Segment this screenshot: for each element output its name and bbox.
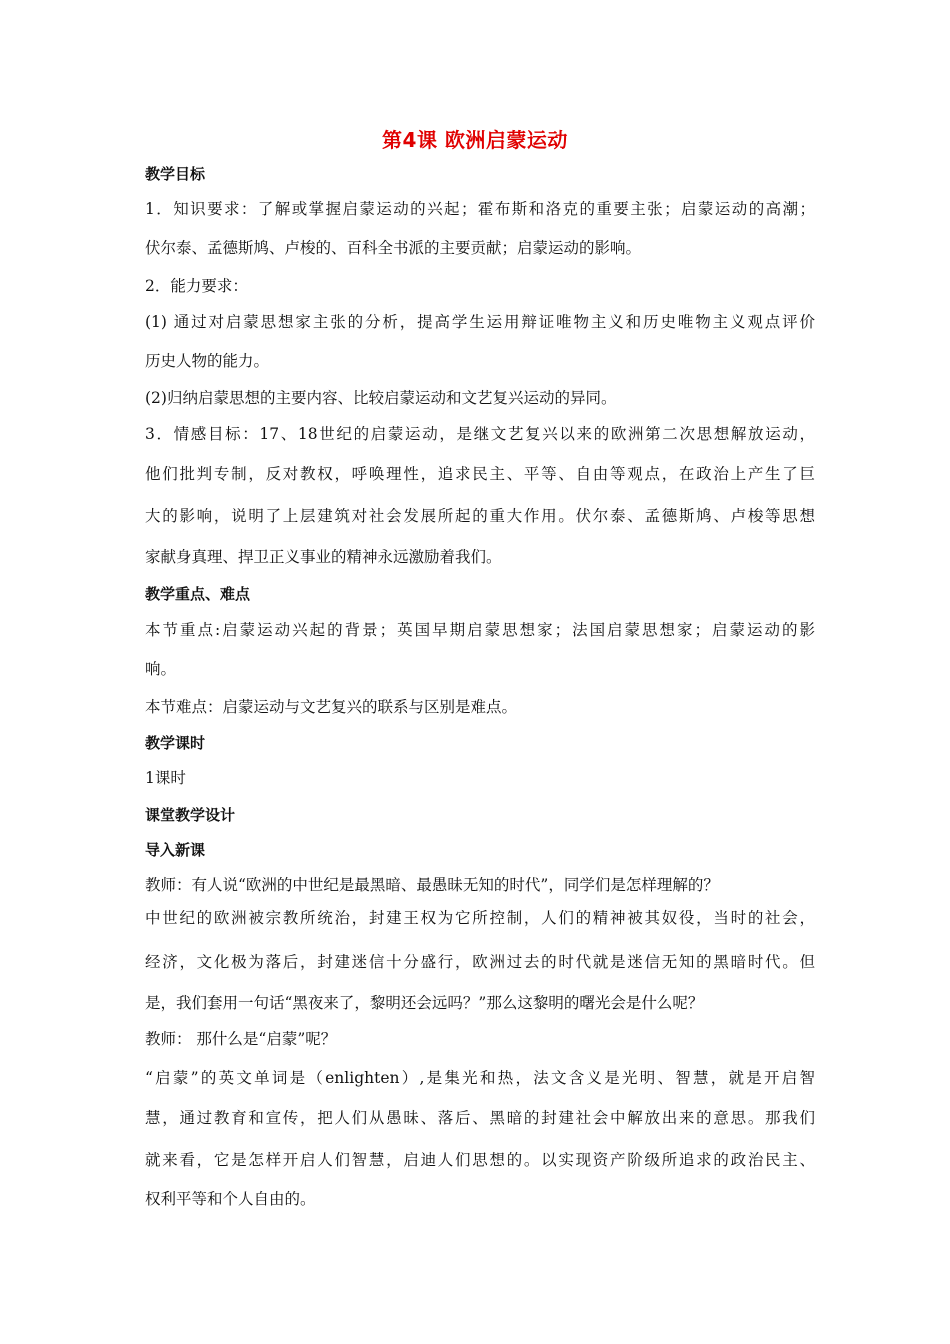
text-line: 是，我们套用一句话“黑夜来了，黎明还会远吗？”那么这黎明的曙光会是什么呢？ xyxy=(145,994,704,1012)
text-line: 本节重点:启蒙运动兴起的背景；英国早期启蒙思想家；法国启蒙思想家；启蒙运动的影 xyxy=(145,621,815,639)
heading-teaching-objectives: 教学目标 xyxy=(145,165,206,183)
text-line: 教师： 那什么是“启蒙”呢？ xyxy=(145,1030,337,1048)
text-line: 权利平等和个人自由的。 xyxy=(145,1190,316,1208)
text-line: 响。 xyxy=(145,660,177,678)
lesson-title: 第4课 欧洲启蒙运动 xyxy=(382,128,568,152)
text-line: 1．知识要求：了解或掌握启蒙运动的兴起；霍布斯和洛克的重要主张；启蒙运动的高潮； xyxy=(145,200,815,218)
text-line: 就来看，它是怎样开启人们智慧，启迪人们思想的。以实现资产阶级所追求的政治民主、 xyxy=(145,1151,815,1169)
heading-key-points: 教学重点、难点 xyxy=(145,585,251,603)
text-line: 慧，通过教育和宣传，把人们从愚昧、落后、黑暗的封建社会中解放出来的意思。那我们 xyxy=(145,1109,815,1127)
text-line: (1) 通过对启蒙思想家主张的分析，提高学生运用辩证唯物主义和历史唯物主义观点评价 xyxy=(145,313,815,331)
text-line: 中世纪的欧洲被宗教所统治，封建王权为它所控制，人们的精神被其奴役，当时的社会， xyxy=(145,909,815,927)
text-line: (2)归纳启蒙思想的主要内容、比较启蒙运动和文艺复兴运动的异同。 xyxy=(145,389,617,407)
text-line: 1课时 xyxy=(145,769,186,787)
text-line: 本节难点：启蒙运动与文艺复兴的联系与区别是难点。 xyxy=(145,698,518,716)
heading-introduction: 导入新课 xyxy=(145,841,206,859)
text-line: 3．情感目标：17、18世纪的启蒙运动，是继文艺复兴以来的欧洲第二次思想解放运动， xyxy=(145,425,815,443)
text-line: 教师：有人说“欧洲的中世纪是最黑暗、最愚昧无知的时代”，同学们是怎样理解的？ xyxy=(145,876,719,894)
text-line: “启蒙”的英文单词是（enlighten）,是集光和热，法文含义是光明、智慧，就是开启智 xyxy=(145,1069,815,1087)
text-line: 2．能力要求： xyxy=(145,277,248,295)
heading-class-hours: 教学课时 xyxy=(145,734,206,752)
text-line: 家献身真理、捍卫正义事业的精神永远激励着我们。 xyxy=(145,548,502,566)
text-line: 经济，文化极为落后，封建迷信十分盛行，欧洲过去的时代就是迷信无知的黑暗时代。但 xyxy=(145,953,815,971)
text-line: 历史人物的能力。 xyxy=(145,352,270,370)
heading-class-design: 课堂教学设计 xyxy=(145,806,236,824)
text-line: 伏尔泰、孟德斯鸠、卢梭的、百科全书派的主要贡献；启蒙运动的影响。 xyxy=(145,239,642,257)
text-line: 大的影响，说明了上层建筑对社会发展所起的重大作用。伏尔泰、孟德斯鸠、卢梭等思想 xyxy=(145,507,815,525)
text-line: 他们批判专制，反对教权，呼唤理性，追求民主、平等、自由等观点，在政治上产生了巨 xyxy=(145,465,815,483)
